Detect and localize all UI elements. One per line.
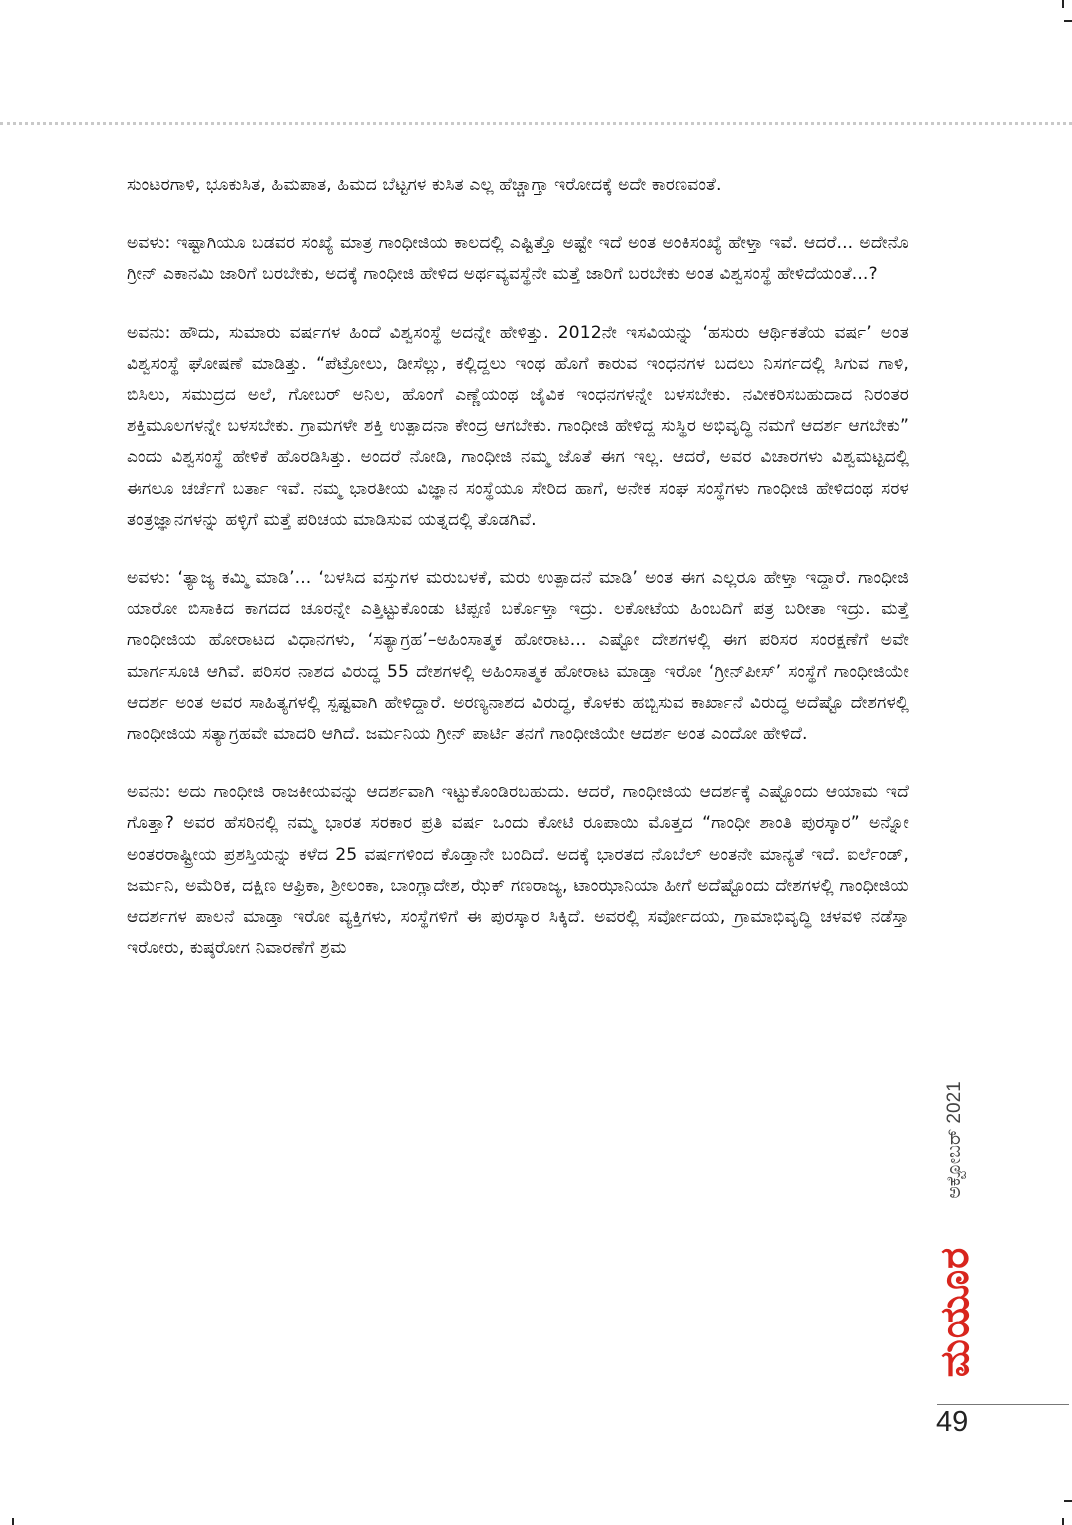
- crop-mark-bottom-left: [12, 1518, 14, 1525]
- issue-date: ಅಕ್ಟೋಬರ್ 2021: [944, 1081, 965, 1199]
- paragraph: ಅವಳು: ‘ತ್ಯಾಜ್ಯ ಕಮ್ಮಿ ಮಾಡಿ’... ‘ಬಳಸಿದ ವಸ್ತುಗಳ ಮರುಬಳಕೆ, ಮರು ಉತ್ಪಾದನೆ ಮಾಡಿ’ ಅಂತ ಈಗ ಎಲ್ಲರೂ ಹೇಳ್ತಾ ಇದ್ದಾರೆ. ಗಾಂಧೀಜಿ ಯಾರೋ ಬಿಸಾಕಿದ ಕಾಗದದ ಚೂರನ್ನೇ ಎತ್ತಿಟ್ಟುಕೊಂಡು ಟಿಪ್ಪಣಿ ಬರ್ಕೊಳ್ತಾ ಇದ್ರು. ಲಕೋಟೆಯ ಹಿಂಬದಿಗೆ ಪತ್ರ ಬರೀತಾ ಇದ್ರು. ಮತ್ತೆ ಗಾಂಧೀಜಿಯ ಹೋರಾಟದ ವಿಧಾನಗಳು, ‘ಸತ್ಯಾಗ್ರಹ’–ಅಹಿಂಸಾತ್ಮಕ ಹೋರಾಟ... ಎಷ್ಟೋ ದೇಶಗಳಲ್ಲಿ ಈಗ ಪರಿಸರ ಸಂರಕ್ಷಣೆಗೆ ಅವೇ ಮಾರ್ಗಸೂಚಿ ಆಗಿವೆ. ಪರಿಸರ ನಾಶದ ವಿರುದ್ಧ 55 ದೇಶಗಳಲ್ಲಿ ಅಹಿಂಸಾತ್ಮಕ ಹೋರಾಟ ಮಾಡ್ತಾ ಇರೋ ‘ಗ್ರೀನ್‌ಪೀಸ್’ ಸಂಸ್ಥೆಗೆ ಗಾಂಧೀಜಿಯೇ ಆದರ್ಶ ಅಂತ ಅವರ ಸಾಹಿತ್ಯಗಳಲ್ಲಿ ಸ್ಪಷ್ಟವಾಗಿ ಹೇಳಿದ್ದಾರೆ. ಅರಣ್ಯನಾಶದ ವಿರುದ್ಧ, ಕೊಳಕು ಹಬ್ಬಿಸುವ ಕಾರ್ಖಾನೆ ವಿರುದ್ಧ ಅದೆಷ್ಟೊ ದೇಶಗಳಲ್ಲಿ ಗಾಂಧೀಜಿಯ ಸತ್ಯಾಗ್ರಹವೇ ಮಾದರಿ ಆಗಿದೆ. ಜರ್ಮನಿಯ ಗ್ರೀನ್ ಪಾರ್ಟಿ ತನಗೆ ಗಾಂಧೀಜಿಯೇ ಆದರ್ಶ ಅಂತ ಎಂದೋ ಹೇಳಿದೆ.: [127, 568, 909, 745]
- header-dotted-rule: [0, 122, 1072, 125]
- magazine-title: ಮಯೂರ: [932, 1246, 978, 1378]
- article-body: [127, 170, 909, 991]
- crop-mark-right-top: [1064, 20, 1072, 22]
- paragraph: ಅವಳು: ಇಷ್ಟಾಗಿಯೂ ಬಡವರ ಸಂಖ್ಯೆ ಮಾತ್ರ ಗಾಂಧೀಜಿಯ ಕಾಲದಲ್ಲಿ ಎಷ್ಟಿತ್ತೊ ಅಷ್ಟೇ ಇದೆ ಅಂತ ಅಂಕಿಸಂಖ್ಯೆ ಹೇಳ್ತಾ ಇವೆ. ಆದರೆ... ಅದೇನೊ ಗ್ರೀನ್ ಎಕಾನಮಿ ಜಾರಿಗೆ ಬರಬೇಕು, ಅದಕ್ಕೆ ಗಾಂಧೀಜಿ ಹೇಳಿದ ಅರ್ಥವ್ಯವಸ್ಥೆನೇ ಮತ್ತೆ ಜಾರಿಗೆ ಬರಬೇಕು ಅಂತ ವಿಶ್ವಸಂಸ್ಥೆ ಹೇಳಿದೆಯಂತೆ...?: [127, 233, 909, 285]
- paragraph: ಅವನು: ಅದು ಗಾಂಧೀಜಿ ರಾಜಕೀಯವನ್ನು ಆದರ್ಶವಾಗಿ ಇಟ್ಟುಕೊಂಡಿರಬಹುದು. ಆದರೆ, ಗಾಂಧೀಜಿಯ ಆದರ್ಶಕ್ಕೆ ಎಷ್ಟೊಂದು ಆಯಾಮ ಇದೆ ಗೊತ್ತಾ? ಅವರ ಹೆಸರಿನಲ್ಲಿ ನಮ್ಮ ಭಾರತ ಸರಕಾರ ಪ್ರತಿ ವರ್ಷ ಒಂದು ಕೋಟಿ ರೂಪಾಯಿ ಮೊತ್ತದ “ಗಾಂಧೀ ಶಾಂತಿ ಪುರಸ್ಕಾರ” ಅನ್ನೋ ಅಂತರರಾಷ್ಟ್ರೀಯ ಪ್ರಶಸ್ತಿಯನ್ನು ಕಳೆದ 25 ವರ್ಷಗಳಿಂದ ಕೊಡ್ತಾನೇ ಬಂದಿದೆ. ಅದಕ್ಕೆ ಭಾರತದ ನೊಬೆಲ್ ಅಂತನೇ ಮಾನ್ಯತೆ ಇದೆ. ಐರ್ಲೆಂಡ್, ಜರ್ಮನಿ, ಅಮೆರಿಕ, ದಕ್ಷಿಣ ಆಫ್ರಿಕಾ, ಶ್ರೀಲಂಕಾ, ಬಾಂಗ್ಲಾದೇಶ, ಝೆಕ್ ಗಣರಾಜ್ಯ, ಟಾಂಝಾನಿಯಾ ಹೀಗೆ ಅದೆಷ್ಟೊಂದು ದೇಶಗಳಲ್ಲಿ ಗಾಂಧೀಜಿಯ ಆದರ್ಶಗಳ ಪಾಲನೆ ಮಾಡ್ತಾ ಇರೋ ವ್ಯಕ್ತಿಗಳು, ಸಂಸ್ಥೆಗಳಿಗೆ ಈ ಪುರಸ್ಕಾರ ಸಿಕ್ಕಿದೆ. ಅವರಲ್ಲಿ ಸರ್ವೋದಯ, ಗ್ರಾಮಾಭಿವೃದ್ಧಿ ಚಳವಳಿ ನಡೆಸ್ತಾ ಇರೋರು, ಕುಷ್ಠರೋಗ ನಿವಾರಣೆಗೆ ಶ್ರಮ: [127, 782, 909, 959]
- footer-rule: [937, 1404, 1069, 1405]
- paragraph: ಸುಂಟರಗಾಳಿ, ಭೂಕುಸಿತ, ಹಿಮಪಾತ, ಹಿಮದ ಬೆಟ್ಟಗಳ ಕುಸಿತ ಎಲ್ಲ ಹೆಚ್ಚಾಗ್ತಾ ಇರೋದಕ್ಕೆ ಅದೇ ಕಾರಣವಂತೆ.: [127, 175, 722, 195]
- page-number: 49: [936, 1406, 969, 1438]
- crop-mark-bottom-right: [1062, 1518, 1064, 1525]
- crop-mark-right-bottom: [1064, 1500, 1072, 1502]
- crop-mark-top: [1062, 0, 1064, 8]
- paragraph: ಅವನು: ಹೌದು, ಸುಮಾರು ವರ್ಷಗಳ ಹಿಂದೆ ವಿಶ್ವಸಂಸ್ಥೆ ಅದನ್ನೇ ಹೇಳಿತ್ತು. 2012ನೇ ಇಸವಿಯನ್ನು ‘ಹಸುರು ಆರ್ಥಿಕತೆಯ ವರ್ಷ’ ಅಂತ ವಿಶ್ವಸಂಸ್ಥೆ ಘೋಷಣೆ ಮಾಡಿತ್ತು. “ಪೆಟ್ರೋಲು, ಡೀಸೆಲ್ಲು, ಕಲ್ಲಿದ್ದಲು ಇಂಥ ಹೊಗೆ ಕಾರುವ ಇಂಧನಗಳ ಬದಲು ನಿಸರ್ಗದಲ್ಲಿ ಸಿಗುವ ಗಾಳಿ, ಬಿಸಿಲು, ಸಮುದ್ರದ ಅಲೆ, ಗೋಬರ್ ಅನಿಲ, ಹೊಂಗೆ ಎಣ್ಣೆಯಂಥ ಜೈವಿಕ ಇಂಧನಗಳನ್ನೇ ಬಳಸಬೇಕು. ನವೀಕರಿಸಬಹುದಾದ ನಿರಂತರ ಶಕ್ತಿಮೂಲಗಳನ್ನೇ ಬಳಸಬೇಕು. ಗ್ರಾಮಗಳೇ ಶಕ್ತಿ ಉತ್ಪಾದನಾ ಕೇಂದ್ರ ಆಗಬೇಕು. ಗಾಂಧೀಜಿ ಹೇಳಿದ್ದ ಸುಸ್ಥಿರ ಅಭಿವೃದ್ಧಿ ನಮಗೆ ಆದರ್ಶ ಆಗಬೇಕು” ಎಂದು ವಿಶ್ವಸಂಸ್ಥೆ ಹೇಳಿಕೆ ಹೊರಡಿಸಿತ್ತು. ಅಂದರೆ ನೋಡಿ, ಗಾಂಧೀಜಿ ನಮ್ಮ ಜೊತೆ ಈಗ ಇಲ್ಲ. ಆದರೆ, ಅವರ ವಿಚಾರಗಳು ವಿಶ್ವಮಟ್ಟದಲ್ಲಿ ಈಗಲೂ ಚರ್ಚೆಗೆ ಬರ್ತಾ ಇವೆ. ನಮ್ಮ ಭಾರತೀಯ ವಿಜ್ಞಾನ ಸಂಸ್ಥೆಯೂ ಸೇರಿದ ಹಾಗೆ, ಅನೇಕ ಸಂಘ ಸಂಸ್ಥೆಗಳು ಗಾಂಧೀಜಿ ಹೇಳಿದಂಥ ಸರಳ ತಂತ್ರಜ್ಞಾನಗಳನ್ನು ಹಳ್ಳಿಗೆ ಮತ್ತೆ ಪರಿಚಯ ಮಾಡಿಸುವ ಯತ್ನದಲ್ಲಿ ತೊಡಗಿವೆ.: [127, 322, 909, 530]
